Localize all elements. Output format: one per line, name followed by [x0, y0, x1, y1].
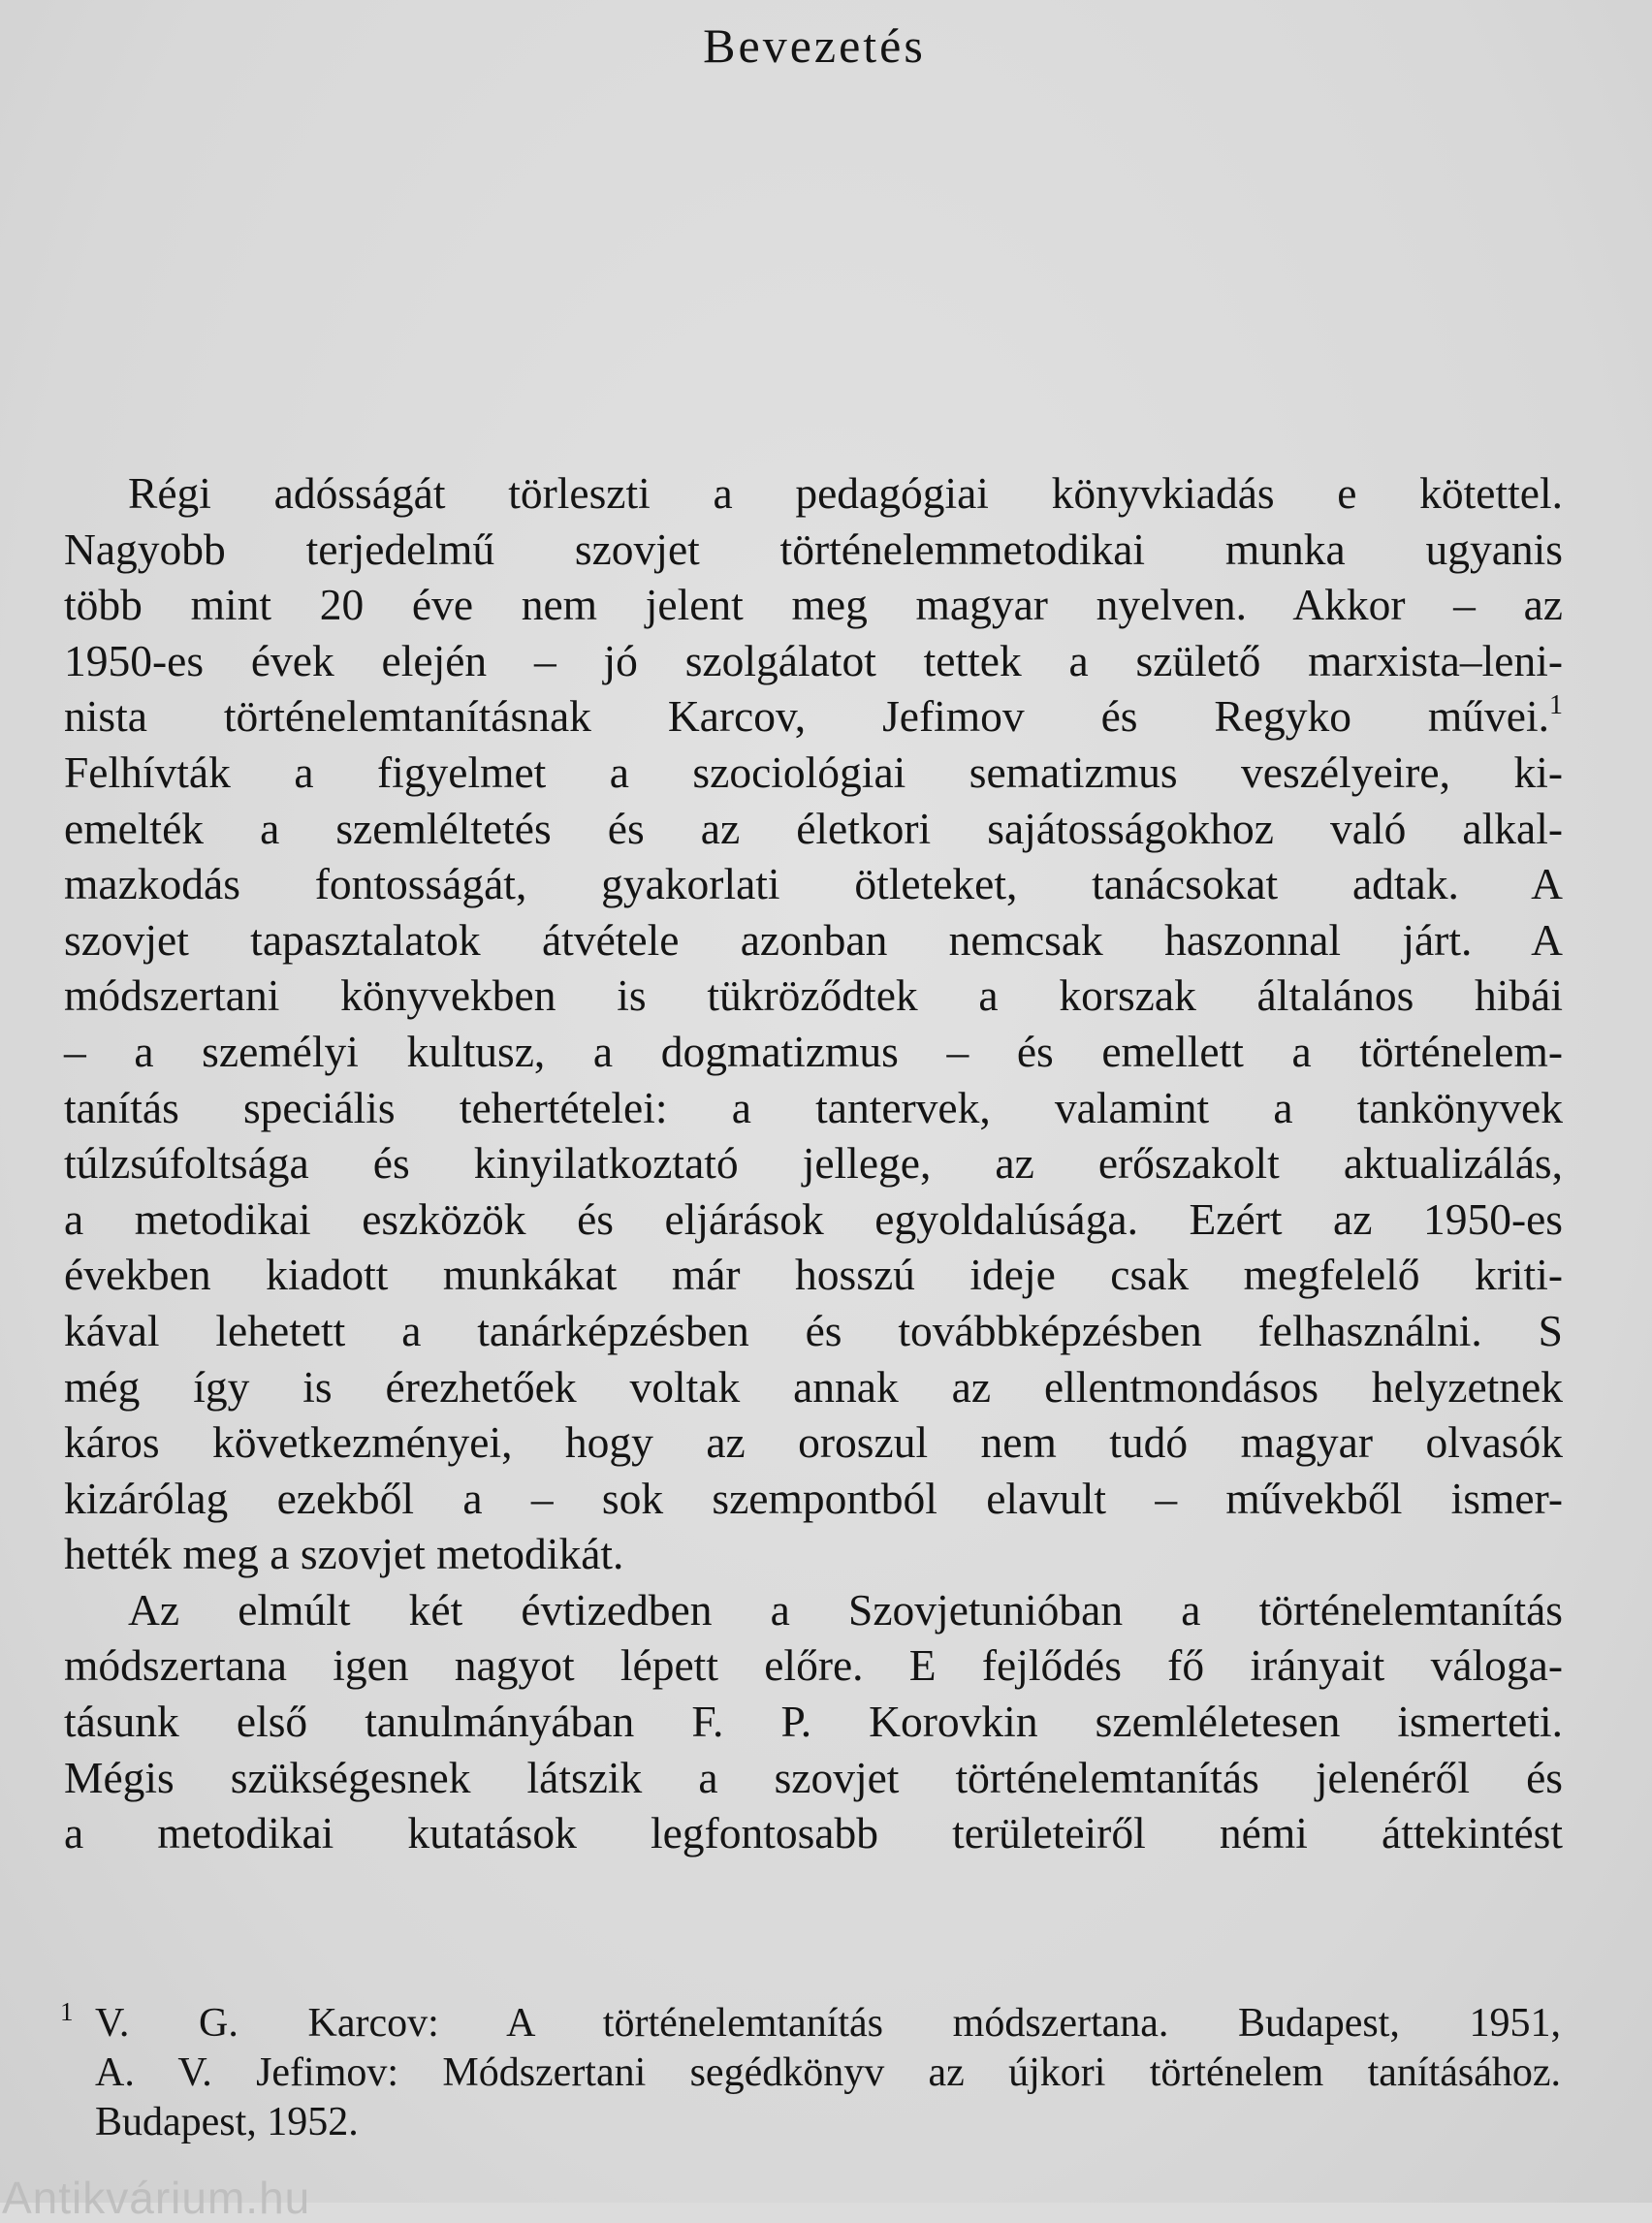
- text-line: – a személyi kultusz, a dogmatizmus – és emellett a történelem-: [64, 1026, 1563, 1076]
- footnote-line: Budapest, 1952.: [95, 2100, 359, 2144]
- text-line: kával lehetett a tanárképzésben és továbbképzésben felhasználni. S: [64, 1305, 1563, 1355]
- text-line: emelték a szemléltetés és az életkori sajátosságokhoz való alkal-: [64, 803, 1563, 853]
- text-line: a metodikai eszközök és eljárások egyoldalúsága. Ezért az 1950-es: [64, 1193, 1563, 1244]
- text-line: a metodikai kutatások legfontosabb területeiről némi áttekintést: [64, 1808, 1563, 1858]
- text-line: tásunk első tanulmányában F. P. Korovkin szemléletesen ismerteti.: [64, 1697, 1563, 1747]
- text-line: még így is érezhetőek voltak annak az ellentmondásos helyzetnek: [64, 1361, 1563, 1412]
- text-line: években kiadott munkákat már hosszú ideje csak megfelelő kriti-: [64, 1250, 1563, 1300]
- text-line: Régi adósságát törleszti a pedagógiai könyvkiadás e kötettel.: [128, 468, 1563, 518]
- text-line: Felhívták a figyelmet a szociológiai sematizmus veszélyeire, ki-: [64, 746, 1563, 797]
- body-text: [64, 465, 1563, 1861]
- footnote-block: [60, 1999, 1561, 2147]
- text-line: 1950-es évek elején – jó szolgálatot tettek a születő marxista–leni-: [64, 635, 1563, 685]
- text-line: mazkodás fontosságát, gyakorlati ötleteket, tanácsokat adtak. A: [64, 859, 1563, 909]
- text-line: kizárólag ezekből a – sok szempontból elavult – művekből ismer-: [64, 1473, 1563, 1523]
- footnote-line: A. V. Jefimov: Módszertani segédkönyv az újkori történelem tanításához.: [95, 2050, 1561, 2095]
- text-line: Nagyobb terjedelmű szovjet történelemmetodikai munka ugyanis: [64, 524, 1563, 574]
- text-line: módszertana igen nagyot lépett előre. E fejlődés fő irányait váloga-: [64, 1640, 1563, 1691]
- text-line: káros következményei, hogy az oroszul nem tudó magyar olvasók: [64, 1417, 1563, 1468]
- footnote-reference[interactable]: 1: [1549, 690, 1563, 721]
- footnote-line: V. G. Karcov: A történelemtanítás módszertana. Budapest, 1951,: [95, 2001, 1561, 2046]
- text-line: Az elmúlt két évtizedben a Szovjetunióban a történelemtanítás: [128, 1584, 1563, 1635]
- text-line-with-footnote: [64, 688, 1563, 745]
- text-line: hették meg a szovjet metodikát.: [64, 1529, 624, 1579]
- text-line: módszertani könyvekben is tükröződtek a korszak általános hibái: [64, 970, 1563, 1021]
- text-line-content: nista történelemtanításnak Karcov, Jefimov és Regyko művei.: [64, 691, 1549, 742]
- text-line: tanítás speciális tehertételei: a tantervek, valamint a tankönyvek: [64, 1082, 1563, 1132]
- footnote-marker: 1: [60, 1997, 74, 2026]
- chapter-title: Bevezetés: [703, 18, 926, 73]
- text-line: túlzsúfoltsága és kinyilatkoztató jellege, az erőszakolt aktualizálás,: [64, 1138, 1563, 1189]
- text-line: több mint 20 éve nem jelent meg magyar nyelven. Akkor – az: [64, 580, 1563, 630]
- text-line: Mégis szükségesnek látszik a szovjet történelemtanítás jelenéről és: [64, 1752, 1563, 1802]
- text-line: szovjet tapasztalatok átvétele azonban nemcsak haszonnal járt. A: [64, 914, 1563, 965]
- watermark: Antikvárium.hu: [2, 2173, 311, 2223]
